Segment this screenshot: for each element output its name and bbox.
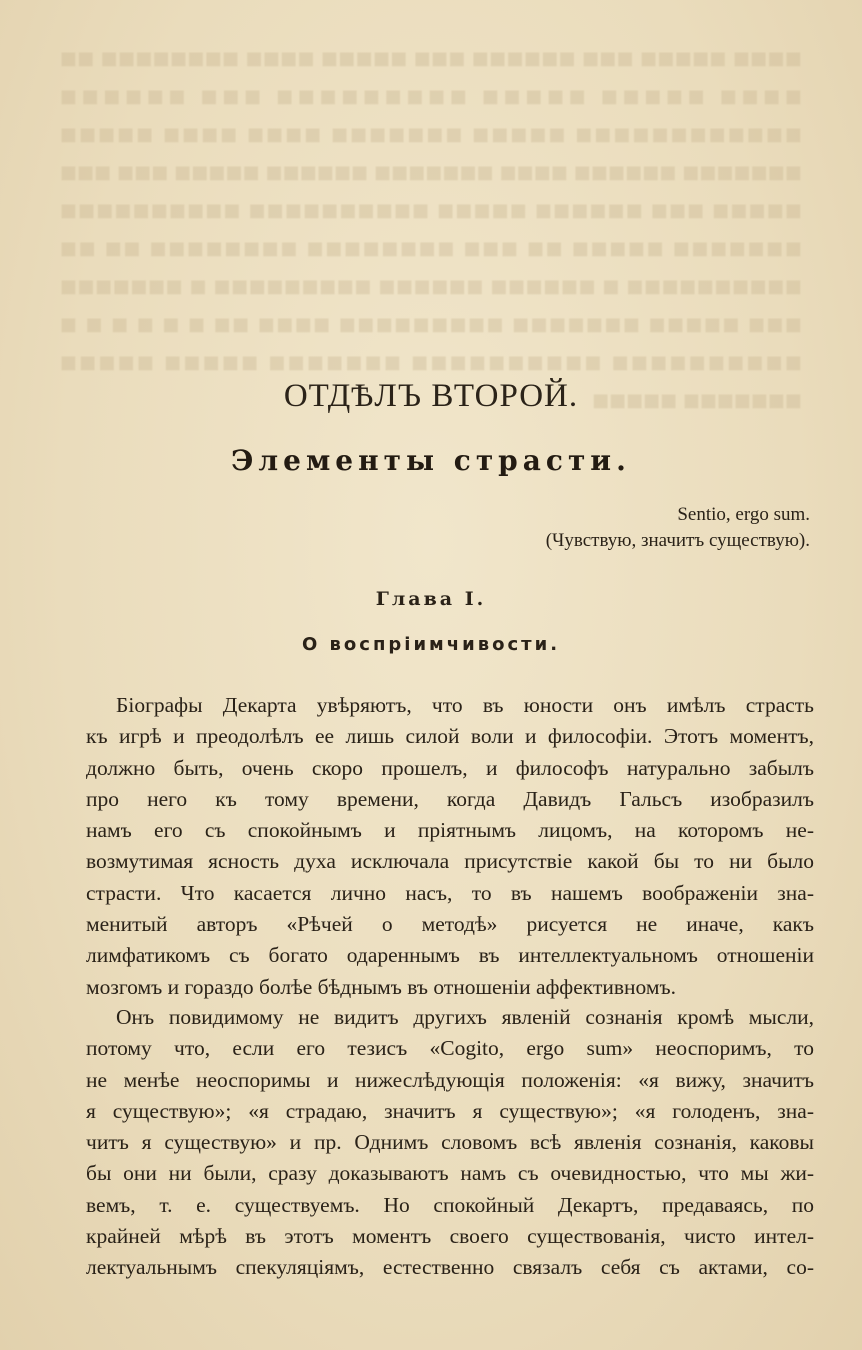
text-line: лектуальнымъ спекуляціямъ, естественно связалъ себя съ актами, со- [86, 1255, 814, 1280]
epigraph-translation: (Чувствую, значитъ существую). [545, 530, 810, 551]
section-title: Элементы страсти. [231, 444, 631, 477]
text-line: не менѣе неоспоримы и нижеслѣдующія положенія: «я вижу, значитъ [86, 1067, 814, 1092]
chapter-title: О воспріимчивости. [301, 634, 561, 655]
text-line: мозгомъ и гораздо болѣе бѣднымъ въ отношеніи аффективномъ. [86, 974, 676, 999]
text-line: менитый авторъ «Рѣчей о методѣ» рисуется не иначе, какъ [86, 912, 814, 937]
text-line: къ игрѣ и преодолѣлъ ее лишь силой воли и философіи. Этотъ моментъ, [86, 724, 814, 749]
bleed-through-background: ■■■■ ■■■■■ ■■■ ■■■■■■ ■■■ ■■■■■ ■■■■ ■■■■■■■■ ■■ ■■■■ ■■■■■ ■■■■■ ■■■■■■■■■ ■■■ ■■■■■■ ■■■■■■■■■■■■ ■■■■■ ■■■■■■■ ■■■■ ■■■■ ■■■■■ ■■■■■■■ ■■■■■■ ■■■■ ■■■■■■■ ■■■■■■ ■■■■■ ■■■ ■■■ ■■■■■ ■■■ ■■■■■■ ■■■■■ ■■■■■■■■■■ ■■■■■■■■■■ ■■■■■■■ ■■■■■ ■■ ■■■ ■■■■■■■■ ■■■■■■■■ ■■ ■■ ■■■■■■■■■■ ■ ■■■■■■ ■■■■■■ ■■■■■■■■■ ■ ■■■■■■■ ■■■ ■■■■■ ■■■■■■■ ■■■■■■■■■ ■■■■ ■■ ■ ■ ■ ■ ■ ■ ■■■■■■■■■■ ■■■■■■■■■■ ■■■■■■■ ■■■■■ ■■■■■ ■■■■■■■ ■■■■■ [60, 48, 802, 411]
chapter-heading: Глава I. [375, 588, 487, 610]
text-line: читъ я существую» и пр. Однимъ словомъ всѣ явленія сознанія, каковы [86, 1130, 814, 1155]
text-line: Біографы Декарта увѣряютъ, что въ юности онъ имѣлъ страсть [116, 693, 814, 717]
part-title: ОТДѢЛЪ ВТОРОЙ. [283, 378, 579, 414]
text-line: крайней мѣрѣ въ этотъ моментъ своего существованія, чисто интел- [86, 1224, 814, 1249]
paragraph-2 [86, 1002, 814, 1284]
epigraph [546, 502, 810, 554]
text-line: намъ его съ спокойнымъ и пріятнымъ лицомъ, на которомъ не- [86, 818, 814, 843]
text-line: я существую»; «я страдаю, значитъ я существую»; «я голоденъ, зна- [86, 1098, 814, 1123]
text-line: лимфатикомъ съ богато одареннымъ въ интеллектуальномъ отношеніи [86, 943, 814, 968]
epigraph-latin: Sentio, ergo sum. [677, 504, 810, 525]
text-line: бы они ни были, сразу доказываютъ намъ съ очевидностью, что мы жи- [86, 1161, 814, 1186]
paragraph-1 [86, 690, 814, 1003]
text-line: возмутимая ясность духа исключала присутствіе какой бы то ни было [86, 849, 814, 874]
text-line: должно быть, очень скоро прошелъ, и философъ натурально забылъ [86, 755, 814, 780]
text-line: страсти. Что касается лично насъ, то въ нашемъ воображеніи зна- [86, 880, 814, 905]
text-line: Онъ повидимому не видитъ другихъ явленій сознанія кромѣ мысли, [116, 1005, 814, 1029]
text-line: вемъ, т. е. существуемъ. Но спокойный Декартъ, предаваясь, по [86, 1192, 814, 1217]
text-line: потому что, если его тезисъ «Cogito, ergo sum» неоспоримъ, то [86, 1036, 814, 1061]
text-line: про него къ тому времени, когда Давидъ Гальсъ изобразилъ [86, 786, 814, 811]
